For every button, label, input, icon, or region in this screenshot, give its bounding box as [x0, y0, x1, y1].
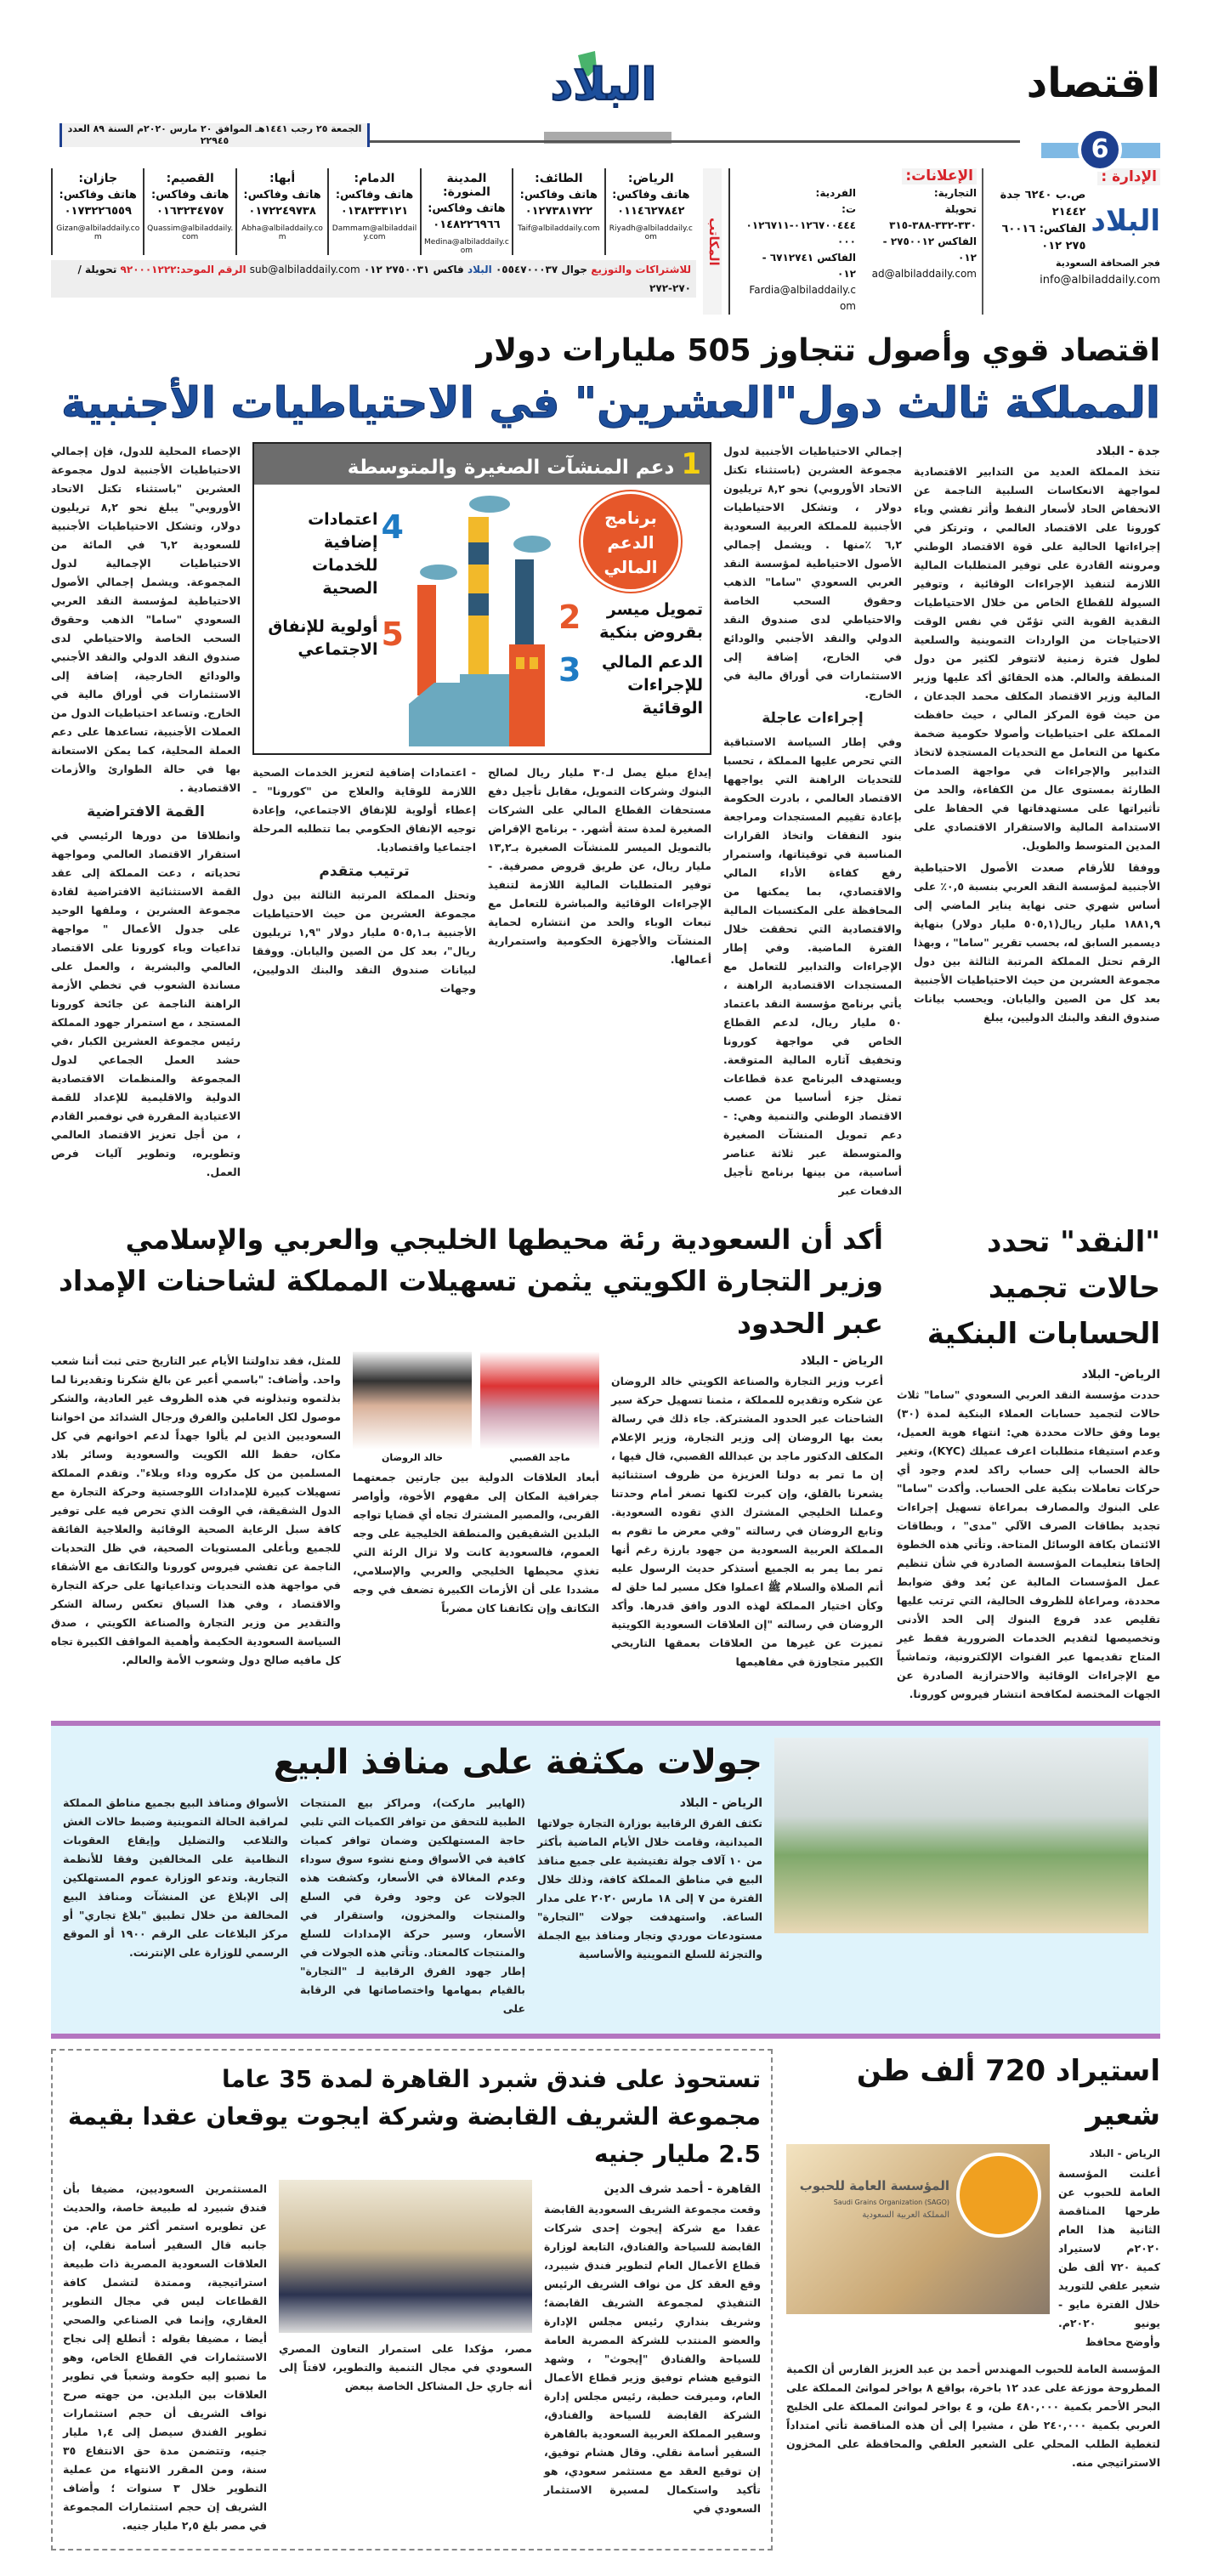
admin-box: الإدارة : البلاد ص.ب ٦٢٤٠ جدة ٢١٤٤٢ الفاكس: ٦٠٠١٦ ٢٧٥ ٠١٢ فجر الصحافة السعودية info@albiladdaily.com [1000, 168, 1160, 287]
office-email: Abha@albiladdaily.com [241, 224, 323, 241]
main-col-1: جدة - البلاد تتخذ المملكة العديد من التدابير الاقتصادية لمواجهة الانعكاسات السلبية الناجمة عن الانخفاض الحاد لأسعار النفط وأثر تفشي وباء كورونا على الاقتصاد العالمي ، وترتكز في إجراءاتها الحالية على قوة الاقتصاد الوطني ومرونته القادرة على توفير المتطلبات المالية اللازمة لتنفيذ الإجراءات الوقائية ، وتوفير السيولة للقطاع الخاص من خلال الاحتياطيات النقدية القوية التي تؤمّن في نفس الوقت الاحتياجات من الواردات التموينية والسلعية لطول فترة زمنية لاتتوفر لكثير من دول المنطقة والعالم. هذه الحقائق أكد عليها وزير المالية وزير الاقتصاد المكلف محمد الجدعان ، من حيث قوة المركز المالي ، حيث حافظت المملكة على احتياطيات وأصولا حكومية ضخمة مكنها من التعامل مع التحديات المستجدة لاتخاذ التدابير والإجراءات في مواجهة الصدمات الطارئة بمستوى عال من الكفاءة، والحد من تأثيراتها على مستهدفاتها في الحفاظ على الاستدامة المالية والاستقرار الاقتصادي على المدين المتوسط والطويل. ووفقا للأرقام صعدت الأصول الاحتياطية الأجنبية لمؤسسة النقد العربي بنسبة ٠,٥٪ على أساس شهري حتى نهاية يناير الماضي إلى ١٨٨١,٩ مليار ريال(٥٠٥,١ مليار دولار) بنهاية ديسمبر السابق له، بحسب تقرير "ساما" ، وبهذا الرقم تحتل المملكة المرتبة الثالثة بين دول مجموعة العشرين من حيث الاحتياطيات الأجنبية بعد كل من الصين واليابان. ويحسب بيانات صندوق النقد والبنك الدوليين، يبلغ [914, 445, 1160, 1024]
office-email: Taif@albiladdaily.com [518, 224, 600, 233]
office-email: Riyadh@albiladdaily.com [609, 224, 693, 241]
office-0 [604, 168, 696, 255]
masthead [51, 0, 1160, 162]
main-col-5: الإحصاء المحلية للدول، فإن إجمالي الاحتياطيات الأجنبية لدول مجموعة العشرين "باستثناء تكتل الاتحاد الأوروبي" يبلغ نحو ٨,٢ تريليون دولار، وتشكل الاحتياطيات الأجنبية للسعودية ٦,٢ في المائة من الاحتياطيات الإجمالية لدول المجموعة. ويشمل إجمالي الأصول الاحتياطية لمؤسسة النقد العربي السعودي "ساما" الذهب وحقوق السحب الخاصة والاحتياطي لدى صندوق النقد الدولي والنقد الأجنبي والودائع الخارجية، إضافة إلى الاستثمارات في أوراق مالية في الخارج. وتساعد احتياطيات الدول من العملات الأجنبية، تساعدها على دعم العملة المحلية، كما يمكن الاستعانة بها في حالة الطوارئ والأزمات الاقتصادية . القمة الافتراضية وانطلاقا من دورها الرئيسي في استقرار الاقتصاد العالمي ومواجهة تحدياته ، دعت المملكة إلى عقد القمة الاستثنائية الافتراضية لقادة مجموعة العشرين ، وملفها الوحيد على جدول الأعمال " مواجهة تداعيات وباء كورونا على الاقتصاد العالمي والبشرية ، والعمل على مساندة الشعوب في تخطي الأزمة الراهنة الناجمة عن جائحة كورونا المستجد ، مع استمرار جهود المملكة رئيس مجموعة العشرين الكبار ،في حشد العمل الجماعي لدول المجموعة والمنظمات الاقتصادية الدولية والاقليمية للإعداد للقمة الاعتيادية المقررة في نوفمبر القادم ، من أجل تعزيز الاقتصاد العالمي وتطويره، وتطوير آليات فرص العمل. [51, 445, 241, 1178]
kuwait-headline: وزير التجارة الكويتي يثمن تسهيلات المملكة لشاحنات الإمداد عبر الحدود [58, 1264, 883, 1340]
office-5 [143, 168, 235, 255]
shepheard-caption: مصر، مؤكدا على استمرار التعاون المصري السعودي في مجال التنمية والتطوير، لافتاً إلى أنه جاري حل المشاكل الخاصة ببعض [279, 2342, 532, 2392]
subscriptions-bar: للاشتراكات والتوزيع جوال ٠٥٥٤٧٠٠٠٣٧ البلاد فاكس ٢٧٥٠٠٣١ ٠١٢ sub@albiladdaily.com الرقم الموحد:٩٢٠٠٠١٢٢٢ تحويلة /٢٧٠-٢٧٢ [51, 260, 696, 298]
photo-majed-alqasabi [480, 1352, 599, 1450]
tours-section [51, 1721, 1160, 2039]
office-email: Dammam@albiladdaily.com [332, 224, 417, 241]
main-article [51, 442, 1160, 1204]
office-city: الدمام: [354, 172, 395, 185]
barley-headline: استيراد 720 ألف طن شعير [856, 2054, 1160, 2132]
office-4 [235, 168, 327, 255]
sago-image: المؤسسة العامة للحبوب Saudi Grains Organization (SAGO) المملكة العربية السعودية [786, 2144, 1050, 2314]
sago-logo-icon [956, 2153, 1041, 2238]
shepheard-headline: مجموعة الشريف القابضة وشركة ايجوت يوقعان عقدا بقيمة 2.5 مليار جنيه [67, 2102, 761, 2168]
ads-box: الإعلانات: التجارية: تحويلة ٣٣٠-٣٣٢-٣٨٨-٣١٥ الفاكس ٢٧٥٠٠١٢ - ٠١٢ ad@albiladdaily.com الفردية: ت: ٠١٢٦٧٠٠٤٤٤-٠١٢٦٧١١٠٠٠ الفاكس ٦٧١٢٧٤١ - ٠١٢ Fardia@albiladdaily.com [728, 168, 983, 315]
office-city: القصيم: [166, 172, 214, 185]
infographic-item-2: تمويل ميسر بقروض بنكية 2 [558, 599, 703, 642]
office-city: أبها: [269, 172, 296, 185]
office-number: ٠١٧٣٢٢٦٥٥٩ [64, 205, 132, 218]
office-number: ٠١٤٨٢٢٦٩٦٦ [433, 218, 501, 231]
office-label: هاتف وفاكس: [519, 189, 598, 201]
kuwait-col-3: للمثل، فقد تداولتنا الأيام عبر التاريخ حتى ثبت أننا شعب واحد. وأضاف: "باسمي أعبر عن بالغ شكرنا وتقديرنا لما بذلتموه وتبذلونه في هذه الظروف غير العادية، والشكر موصول لكل العاملين والفرق ورجال الشدائد من اخواننا السعوديين الذين لم يألوا جهداً لدعم اخوانهم في كل مكان، حفظ الله الكويت والسعودية وسائر بلاد المسلمين من كل مكروه وداء وبلاء". وتقدم المملكة تسهيلات كبيرة للإمدادات اللوجستية وحركة التجارة مع الدول الشقيقة، في الوقت الذي تحرص فيه على توفير كافة سبل الرعاية الصحية الوقائية والعلاجية الفائقة للجميع وبأعلى المستويات الصحية، في ظل التحديات الناجمة عن تفشي فيروس كورونا والتكاتف مع الأشقاء في مواجهة هذه التحديات وتداعياتها على حركة التجارة والاقتصاد ، وفي هذا السياق تعكس رسالة الشكر والتقدير من وزير التجارة والصناعة الكويتي ، صدق السياسة السعودية الحكيمة وأهمية المواقف الكبيرة تجاه كل مافيه صالح دول وشعوب الأمة والعالم. [51, 1354, 341, 1666]
page-number: 6 [1078, 128, 1122, 172]
office-city: جازان: [78, 172, 118, 185]
infographic-item-5: 5 أولوية للإنفاق الاجتماعي [268, 616, 404, 659]
office-6 [51, 168, 143, 255]
sama-headline: "النقد" تحدد حالات تجميد الحسابات البنكية [926, 1225, 1160, 1351]
main-kicker: اقتصاد قوي وأصول تتجاوز 505 مليارات دولار [476, 333, 1160, 368]
tours-col-2: (الهايبر ماركت)، ومراكز بيع المنتجات الطبية للتحقق من توافر الكميات التي تلبي حاجة المستهلكين وضمان توافر كميات كافية في الأسواق ومنع نشوء سوق سوداء وعدم المغالاة في الأسعار، وكشفت هذه الجولات عن وجود وفرة في السلع والمنتجات والمخزون، واستقرار في الأسعار، وسير حركة الإمدادات للسلع والمنتجات كالمعتاد. وتأتي هذه الجولات في إطار جهود الفرق الرقابية لـ "التجارة" بالقيام بمهامها واختصاصاتها في الرقابة على [300, 1796, 525, 2015]
section-title: اقتصاد [1026, 60, 1160, 107]
main-col-3: إيداع مبلغ يصل لـ٣٠ مليار ريال لصالح البنوك وشركات التمويل، مقابل تأجيل دفع مستحقات القطاع المالي على الشركات الصغيرة لمدة ستة أشهر. - برنامج الإقراض بالتمويل الميسر للمنشآت الصغيرة بـ١٣,٢ مليار ريال، عن طريق قروض مصرفية. - توفير المتطلبات المالية اللازمة لتنفيذ الإجراءات الوقائية والمباشرة للتعامل مع تبعات الوباء والحد من انتشاره لحماية المنشآت والأجهزة الحكومية واستمرارية أعمالها. [488, 766, 711, 966]
photo-khaled-alrodhan [353, 1352, 472, 1450]
barley-col-2: المؤسسة العامة للحبوب المهندس أحمد بن عبد العزيز الفارس أن الكمية المطروحة موزعة على عدد ١٢ باخرة، بواقع ٨ بواخر لموانئ المملكة على البحر الأحمر بكمية ٤٨٠,٠٠٠ طن، و ٤ بواخر لموانئ المملكة على الخليج العربي بكمية ٢٤٠,٠٠٠ طن ، مشيرا إلى أن هذه المناقصة تأتي امتداداً لتغطية الطلب المحلي على الشعير العلفي والمحافظة على المخزون الاستراتيجي منه. [786, 2363, 1160, 2469]
offices-label: المكاتب [703, 168, 722, 315]
sama-body: الرياض- البلاد حددت مؤسسة النقد العربي السعودي "ساما" ثلاث حالات لتجميد حسابات العملاء البنكية لمدة (٣٠) يوما وفق حالات محددة هي: انتهاء هوية العميل، وعدم استيفاء متطلبات اعرف عميلك (KYC)، وتغير حالة الحساب إلى حساب راكد لعدم وجود أي حركات تعاملات بنكية على الحساب. وأكدت "ساما" على البنوك والمصارف بمراعاة تسهيل إجراءات تجديد بطاقات الصرف الآلي "مدى" ، وبطاقات الائتمان بكافة الوسائل المتاحة. وتأتي هذه الخطوة إلحاقا بتعليمات المؤسسة الصادرة في شأن تنظيم عمل المؤسسات المالية عن بُعد وفق ضوابط محددة، ومراعاة للظروف الحالية، التي ترتب عليها تقليص عدد فروع البنوك إلى الحد الأدنى وتخصيصها لتقديم الخدمات الضرورية فقط غير المتاح تقديمها عبر القنوات الإلكترونية، وتماشياً مع الإجراءات الوقائية والاحترازية الصادرة عن الجهات المختصة لمكافحة انتشار فيروس كورونا. [897, 1368, 1160, 1700]
header-rule [370, 140, 1020, 143]
shepheard-col-1: القاهرة - أحمد شرف الدين وقعت مجموعة الشريف السعودية القابضة عقدا مع شركة إيجوث إحدى شركات القابضة للسياحة والفنادق، التابعة لوزارة قطاع الأعمال العام لتطوير فندق شيبرد، وقع العقد كل من نواف الشريف الرئيس التنفيذي لمجموعة الشريف القابضة؛ وشريف بنداري رئيس مجلس الإدارة والعضو المنتدب للشركة المصرية العامة للسياحة والفنادق "إيجوث" ، وشهد التوقيع هشام توفيق وزير قطاع الأعمال العام، وميرفت حطبة، رئيس مجلس إدارة الشركة القابضة للسياحة والفنادق، وسفير المملكة العربية السعودية بالقاهرة السفير أسامة نقلي. وقال هشام توفيق، إن توقيع العقد مع مستثمر سعودي، هو تأكيد واستكمال لمسيرة الاستثمار السعودي في [544, 2182, 761, 2515]
shepheard-box [51, 2049, 773, 2550]
shepheard-kicker: تستحوذ على فندق شبرد القاهرة لمدة 35 عاما [222, 2065, 761, 2093]
office-number: ٠١٧٢٢٤٩٧٣٨ [248, 205, 316, 218]
infographic-item-3: الدعم المالي للإجراءات الوقائية 3 [558, 651, 703, 718]
kuwait-col-2: أبعاد العلاقات الدولية بين جارتين جمعتهما جغرافية المكان إلى مفهوم الأخوة، وأواصر القربى، والمصير المشترك تجاه أي قضايا تواجه البلدين الشقيقين والمنطقة الخليجية على وجه العموم، فالسعودية كانت ولا تزال الرئة التي تغذي محيطها الخليجي والعربي والإسلامي، مشددا على أن الأزمات الكبيرة تضعف في وجه التكاتف وإن تكاتفنا كان مضرباً [353, 1471, 599, 1614]
office-label: هاتف وفاكس: [243, 189, 321, 201]
barley-col-1: الرياض - البلاد أعلنت المؤسسة العامة للحبوب عن طرحها المناقصة الثانية هذا العام ٢٠٢٠م لاستيراد كمية ٧٢٠ ألف طن شعير علفي للتوريد خلال الفترة مايو - يونيو ٢٠٢٠م. وأوضح محافظ [1058, 2148, 1161, 2348]
contacts-strip [51, 168, 1160, 315]
infographic-badge: برنامج الدعم المالي [581, 491, 681, 592]
infographic-item-4: 4 اعتمادات إضافية للخدمات الصحية [308, 508, 404, 598]
photo-caption: ماجد القصبي [509, 1452, 570, 1463]
kuwait-kicker: أكد أن السعودية رئة محيطها الخليجي والعربي والإسلامي [125, 1223, 883, 1256]
main-col-2: إجمالي الاحتياطيات الأجنبية لدول مجموعة العشرين (باستثناء تكتل الاتحاد الأوروبي) نحو ٨,٢ تريليون دولار ، وتشكل الاحتياطيات الأجنبية للمملكة العربية السعودية ٦,٢ ٪منها . ويشمل إجمالي الأصول الاحتياطية لمؤسسة النقد العربي السعودي "ساما" الذهب وحقوق السحب الخاصة والاحتياطي لدى صندوق النقد الدولي والنقد الأجنبي والودائع في الخارج، إضافة إلى الاستثمارات في أوراق مالية في الخارج. إجراءات عاجلة وفي إطار السياسة الاستباقية التي تحرص عليها المملكة ، تحسبا للتحديات الراهنة التي يواجهها الاقتصاد العالمي ، بادرت الحكومة بإعادة تقييم المستجدات ومراجعة بنود النفقات واتخاذ القرارات المناسبة في توقيتاتها، واستمرار رفع كفاءة الأداء المالي والاقتصادي، بما يمكنها من المحافظة على المكتسبات المالية والاقتصادية التي تحققت خلال الفترة الماضية. وفي إطار الإجراءات والتدابير للتعامل مع المستجدات الاقتصادية الراهنة ، يأتي برنامج مؤسسة النقد باعتماد ٥٠ مليار ريال، لدعم القطاع الخاص في مواجهة كورونا وتخفيف آثاره المالية المتوقعة. ويستهدف البرنامج عدة قطاعات تمثل جزء أساسيا من عصب الاقتصاد الوطني والتنمية وهي: - دعم تمويل المنشآت الصغيرة والمتوسطة عبر ثلاثة عناصر أساسية، من بينها برنامج تأجيل الدفعات عبر [723, 445, 902, 1197]
supermarket-photo [774, 1738, 1148, 1933]
office-1 [512, 168, 604, 255]
office-label: هاتف وفاكس: [59, 189, 137, 201]
dateline: الجمعة ٢٥ رجب ١٤٤١هـ الموافق ٢٠ مارس ٢٠٢٠م السنة ٨٩ العدد ٢٢٩٤٥ [60, 123, 370, 147]
tours-col-3: الأسواق ومنافذ البيع بجميع مناطق المملكة لمراقبة الحالة التموينية وضبط حالات الغش والتلاعب والتضليل وإيقاع العقوبات النظامية على المخالفين وفقا للأنظمة التجارية. وتدعو الوزارة عموم المستهلكين إلى الإبلاغ عن المنشآت ومنافذ البيع المخالفة من خلال تطبيق "بلاغ تجاري" أو مركز البلاغات على الرقم ١٩٠٠ أو الموقع الرسمي للوزارة على الإنترنت. [63, 1796, 288, 1959]
signing-photo [279, 2180, 532, 2333]
offices [51, 168, 696, 255]
infographic-item-1: 1 دعم المنشآت الصغيرة والمتوسطة [254, 444, 710, 485]
office-number: ٠١١٤٦٢٧٨٤٢ [617, 205, 685, 218]
office-label: هاتف وفاكس: [335, 189, 414, 201]
office-number: ٠١٢٧٣٨١٧٢٢ [524, 205, 593, 218]
tours-col-1: الرياض - البلاد تكثف الفرق الرقابية بوزارة التجارة جولاتها الميدانية، وقامت خلال الأيام الماضية بأكثر من ١٠ آلاف جولة تفتيشية على جميع منافذ البيع في مناطق المملكة كافة، وذلك خلال الفترة من ٧ إلى ١٨ مارس ٢٠٢٠ على مدار الساعة. واستهدفت جولات "التجارة" مستودعات موردي وتجار ومنافذ بيع الجملة والتجزئة للسلع التموينية والأساسية [537, 1796, 762, 1960]
office-city: الطائف: [535, 172, 583, 185]
office-3 [327, 168, 419, 255]
office-number: ٠١٦٣٢٣٤٧٥٧ [156, 205, 224, 218]
office-email: Medina@albiladdaily.com [424, 238, 509, 255]
office-label: هاتف وفاكس: [150, 189, 230, 201]
main-col-4: - اعتمادات إضافية لتعزيز الخدمات الصحية اللازمة للوقاية والعلاج من "كورونا" - إعطاء أولوية للإنفاق الاجتماعي، وإعادة توجيه الإنفاق الحكومي بما تتطلبه المرحلة اجتماعيا واقتصاديا. ترتيب متقدم وتحتل المملكة المرتبة الثالثة بين دول مجموعة العشرين من حيث الاحتياطيات الأجنبية بـ٥٠٥,١ مليار دولار "١,٩ تريليون ريال"، بعد كل من الصين واليابان. ووفقا لبيانات صندوق النقد والبنك الدوليين، وجهات [252, 766, 477, 995]
office-label: هاتف وفاكس: [428, 202, 506, 215]
logo: البلاد [544, 51, 663, 128]
tours-headline: جولات مكثفة على منافذ البيع [273, 1743, 762, 1782]
office-city: المدينة المنورة: [443, 172, 490, 199]
photo-caption: خالد الروضان [381, 1452, 444, 1463]
main-headline: المملكة ثالث دول"العشرين" في الاحتياطيات الأجنبية [61, 378, 1160, 428]
office-number: ٠١٣٨٣٣٣١٢١ [340, 205, 409, 218]
office-email: Quassim@albiladdaily.com [147, 224, 234, 241]
infographic [252, 442, 711, 755]
kuwait-col-1: الرياض - البلاد أعرب وزير التجارة والصناعة الكويتي خالد الروضان عن شكره وتقديره للمملكة ، مثمنا تسهيل حركة سير الشاحنات عبر الحدود المشتركة. جاء ذلك في رسالة بعث بها الروضان إلى وزير التجارة، وزير الإعلام المكلف الدكتور ماجد بن عبدالله القصبي، قال فيها ، إن ما تمر به دولنا العزيزة من ظروف استثنائية يشعرنا بالقلق، وإن كبرت لكنها تصغر أمام وحدتنا وعملنا الخليجي المشترك الذي تقوده السعودية. وتابع الروضان في رسالته "وفي معرض ما تقوم به المملكة العربية السعودية من جهود بارزة رغم أنها تمر بما يمر به الجميع أستذكر حديث الرسول عليه أتم الصلاة والسلام ﷺ اعملوا فكل مسير لما خلق له وكأن اختيار المملكة لهذه الدور وافق قدرها. وأكد الروضان في رسالته "إن العلاقات السعودية الكويتية تميزت عن غيرها من العلاقات بعمقها التاريخي الكبير متجاوزة في مفاهيمها [611, 1354, 883, 1668]
office-2 [420, 168, 512, 255]
office-city: الرياض: [627, 172, 674, 185]
office-label: هاتف وفاكس: [612, 189, 690, 201]
factory-illustration [409, 491, 553, 746]
office-email: Gizan@albiladdaily.com [56, 224, 140, 241]
shepheard-col-2: المستثمرين السعوديين، مضيفا بأن فندق شبيرد له طبيعة خاصة، والحديث عن تطويره استمر أكثر من عام. من جانبه قال السفير أسامة نقلي، إن العلاقات السعودية المصرية ذات طبيعة استراتيجية، وممتدة لتشمل كافة القطاعات ليس في مجال التطوير العقاري، وإنما في الصناعي والصحي أيضا ، مضيفا بقوله : أتطلع إلى نجاح الاستثمارات في القطاع الخاص، وهو ما نصبو إليه حكومة وشعباً في تطوير العلاقات بين البلدين. من جهته صرح نواف الشريف أن حجم استثمارات تطوير الفندق سيصل إلى ١,٤ مليار جنيه، وتتضمن مدة حق الانتفاع ٣٥ سنة، ومن المقرر الانتهاء من عملية التطوير خلال ٣ سنوات ؛ وأضاف الشريف إن حجم استثمارات المجموعة في مصر بلغ ٢,٥ مليار جنيه. [63, 2182, 267, 2532]
